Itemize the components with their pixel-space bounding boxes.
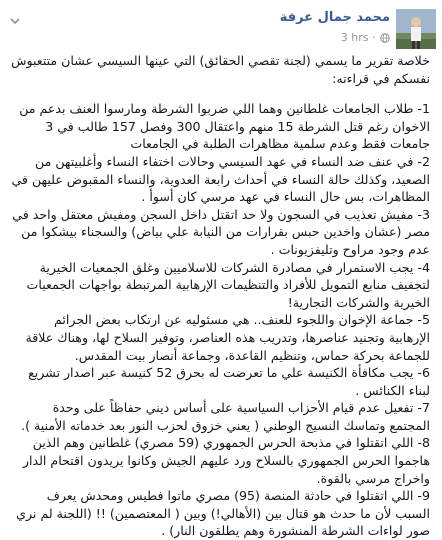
globe-icon[interactable] bbox=[380, 33, 390, 43]
meta-separator: · bbox=[372, 31, 376, 44]
avatar-photo bbox=[396, 9, 436, 49]
chevron-down-icon[interactable] bbox=[8, 14, 22, 28]
post-meta bbox=[341, 31, 390, 44]
post-point: 1- طلاب الجامعات غلطانين وهما اللي ضربوا الشرطة ومارسوا العنف بدعم من الاخوان رغم قتل الشرطة 15 منهم واعتقال 300 وفصل 157 طالب في 3 جامعات فقط وعدم سلمية مظاهرات الطلبة في الجامعات bbox=[19, 101, 430, 152]
post-point: 3- مفيش تعذيب في السجون ولا حد اتقتل داخل السجن ومفيش معتقل واحد في مصر (عشان واخدين حبس بقرارات من النيابة علي بياض) والسجناء بيشكوا من عدم وجود مراوح وتليفزيونات . bbox=[12, 206, 430, 257]
post-time[interactable]: 3 hrs bbox=[340, 31, 369, 44]
post-point: 8- اللي اتقتلوا في مذبحة الحرس الجمهوري (59 مصري) غلطانين وهم الذين هاجموا الحرس الجمهوري بالسلاح ورد عليهم الجيش وكانوا يريدون اقتحام الدار واخراج مرسي بالقوة. bbox=[22, 435, 430, 486]
post-point: 4- يجب الاستمرار في مصادرة الشركات للاسلاميين وغلق الجمعيات الخيرية لتجفيف منابع التمويل للأفراد والتنظيمات الإرهابية المرتبطة بواجهات الجمعيات الخيرية والشركات التجارية! bbox=[26, 259, 430, 310]
post-point: 5- جماعة الإخوان واللجوء للعنف.. هي مسئوليه عن ارتكاب بعض الجرائم الإرهابية وتجنيد عناصرها، وتدريب هذه العناصر، وتوفير السلاح لها، وهناك علاقة للجماعة بحركة حماس، وتنظيم القاعدة، وجماعة أنصار بيت المقدس. bbox=[25, 312, 430, 363]
post-header bbox=[0, 6, 442, 52]
post-point: 7- تفعيل عدم قيام الأحزاب السياسية على أساس ديني حفاظاً على وحدة المجتمع وتماسك النسيج الوطني ( يعني خزوق لحزب النور بعد خدماته الأمنية ). bbox=[21, 400, 430, 433]
post-point: 9- اللي اتقتلوا في حادثة المنصة (95) مصري ماتوا فطيس ومحدش يعرف السبب لأن ما حدث هو قتال بين (الأهالي!) وبين ( المعتصمين) !! (اللجنة لم نري صور لواءات الشرطة المنشورة وهم يطلقون النار) . bbox=[16, 488, 430, 539]
post-body bbox=[10, 52, 430, 540]
post-point: 6- يجب مكافأة الكنيسة علي ما تعرضت له بحرق 52 كنيسة عبر اصدار تشريع لبناء الكنائس . bbox=[28, 365, 430, 398]
author-name[interactable]: محمد جمال عرفة bbox=[279, 10, 390, 25]
avatar[interactable] bbox=[396, 9, 436, 49]
post-intro: خلاصة تقرير ما يسمي (لجنة تقصي الحقائق) التي عينها السيسي عشان متتعبوش نفسكم في قراءته: bbox=[11, 53, 430, 86]
post-point: 2- في عنف ضد النساء في عهد السيسي وحالات اختفاء النساء وأغلبيتهن من الصعيد، وكذلك حالة النساء في أحداث رابعة العدوية، والنساء المقبوض عليهن في المظاهرات، بس حال النساء في عهد مرسي كان أسوأ . bbox=[11, 153, 430, 205]
